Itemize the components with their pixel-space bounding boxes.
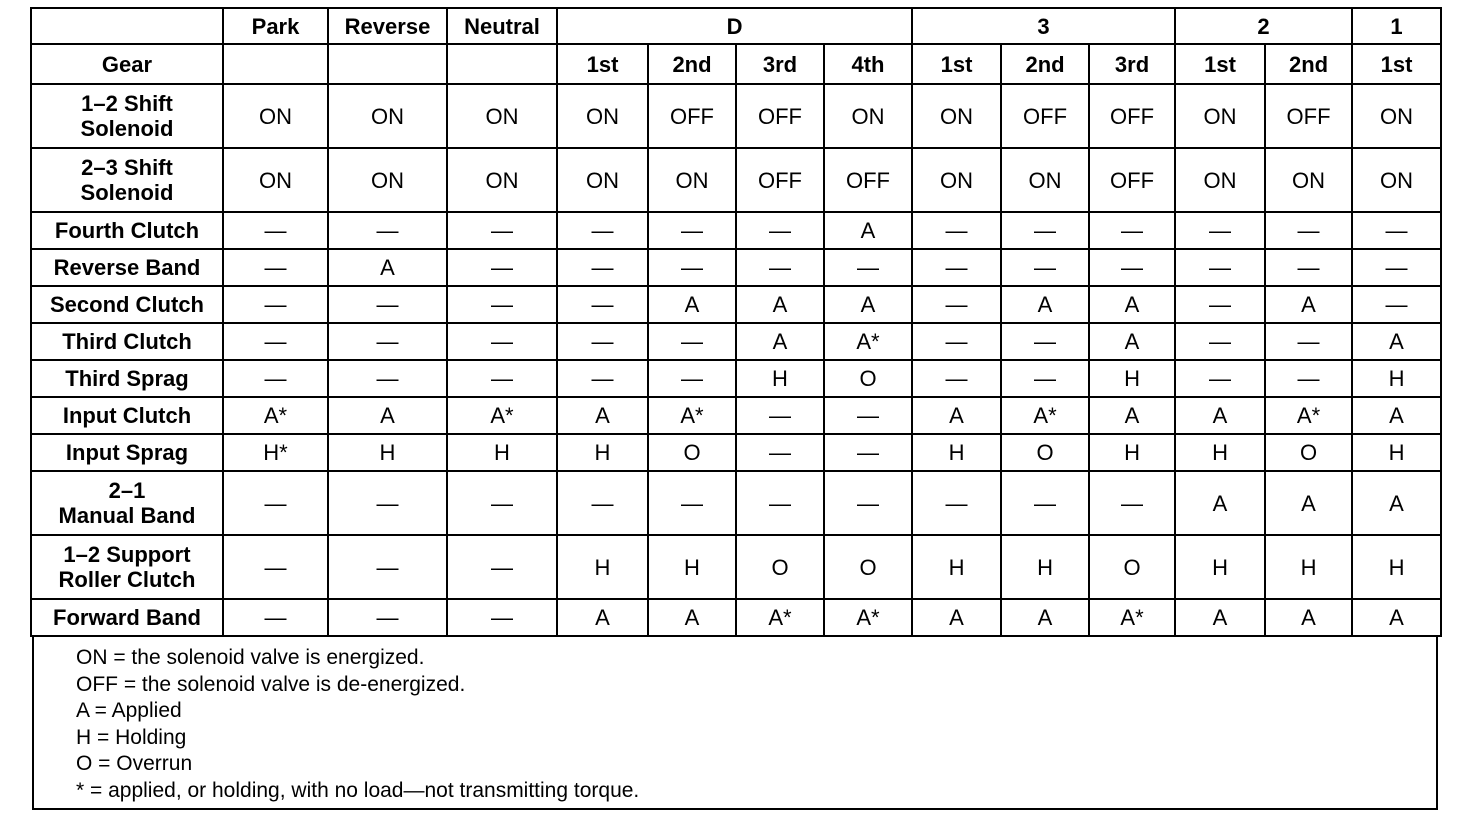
- gear-header-2nd: 2nd: [1001, 44, 1089, 84]
- table-cell: —: [912, 286, 1001, 323]
- table-cell: —: [328, 360, 447, 397]
- table-cell: —: [1175, 212, 1265, 249]
- table-cell: A: [1265, 286, 1352, 323]
- gear-header-blank: [328, 44, 447, 84]
- table-cell: A: [1089, 323, 1175, 360]
- range-header-1: 1: [1352, 8, 1441, 44]
- range-header-reverse: Reverse: [328, 8, 447, 44]
- table-cell: H: [1352, 360, 1441, 397]
- table-cell: A: [1265, 471, 1352, 535]
- table-cell: —: [912, 471, 1001, 535]
- table-row: [31, 535, 1441, 599]
- row-label-line: Input Sprag: [65, 440, 189, 465]
- row-label-line: Manual Band: [58, 503, 196, 528]
- table-cell: A: [1001, 286, 1089, 323]
- table-cell: A: [1352, 471, 1441, 535]
- table-cell: OFF: [648, 84, 736, 148]
- table-cell: H: [1089, 434, 1175, 471]
- table-cell: A*: [223, 397, 328, 434]
- legend-line: ON = the solenoid valve is energized.: [76, 646, 425, 669]
- table-cell: O: [824, 535, 912, 599]
- table-cell: H: [736, 360, 824, 397]
- table-cell: H: [1001, 535, 1089, 599]
- table-cell: A: [328, 249, 447, 286]
- table-cell: —: [557, 249, 648, 286]
- table-cell: A*: [736, 599, 824, 636]
- table-cell: —: [223, 360, 328, 397]
- table-cell: —: [1265, 212, 1352, 249]
- table-row: [31, 397, 1441, 434]
- table-row: [31, 212, 1441, 249]
- table-cell: —: [648, 212, 736, 249]
- table-cell: —: [1265, 249, 1352, 286]
- table-cell: —: [328, 286, 447, 323]
- table-cell: A: [736, 286, 824, 323]
- table-cell: A: [1352, 599, 1441, 636]
- table-cell: —: [736, 397, 824, 434]
- table-cell: A: [1089, 286, 1175, 323]
- gear-header-2nd: 2nd: [648, 44, 736, 84]
- row-label-forward-band: [31, 599, 223, 636]
- gear-header-1st: 1st: [1352, 44, 1441, 84]
- table-cell: H: [447, 434, 557, 471]
- legend-line: OFF = the solenoid valve is de-energized.: [76, 672, 466, 696]
- table-cell: ON: [1352, 148, 1441, 212]
- table-cell: ON: [328, 148, 447, 212]
- table-cell: —: [824, 397, 912, 434]
- table-cell: H: [557, 535, 648, 599]
- table-cell: —: [557, 471, 648, 535]
- table-cell: O: [1265, 434, 1352, 471]
- row-label-line: Third Clutch: [62, 329, 192, 354]
- table-cell: —: [912, 249, 1001, 286]
- table-cell: A: [736, 323, 824, 360]
- legend-line: * = applied, or holding, with no load—not transmitting torque.: [76, 778, 640, 802]
- table-cell: —: [557, 323, 648, 360]
- table-cell: —: [736, 434, 824, 471]
- table-row: [31, 323, 1441, 360]
- table-cell: —: [223, 249, 328, 286]
- table-cell: A: [1001, 599, 1089, 636]
- row-label-third-clutch: [31, 323, 223, 360]
- table-cell: A: [912, 599, 1001, 636]
- legend-notes: [32, 637, 1438, 810]
- range-header-neutral: Neutral: [447, 8, 557, 44]
- row-label-input-sprag: [31, 434, 223, 471]
- legend-line: A = Applied: [76, 699, 182, 722]
- table-cell: A: [912, 397, 1001, 434]
- table-cell: A: [1089, 397, 1175, 434]
- table-cell: —: [1175, 249, 1265, 286]
- table-cell: A: [1352, 323, 1441, 360]
- table-cell: —: [447, 212, 557, 249]
- table-cell: OFF: [1089, 84, 1175, 148]
- row-label-line: 2–3 Shift: [81, 155, 173, 180]
- table-cell: A*: [1265, 397, 1352, 434]
- table-cell: A: [824, 212, 912, 249]
- table-cell: ON: [557, 148, 648, 212]
- gear-header-1st: 1st: [1175, 44, 1265, 84]
- table-cell: O: [1001, 434, 1089, 471]
- table-cell: —: [223, 471, 328, 535]
- row-label-line: 2–1: [108, 478, 146, 503]
- table-cell: —: [648, 249, 736, 286]
- range-header-d: D: [557, 8, 912, 44]
- table-cell: —: [648, 323, 736, 360]
- table-cell: ON: [223, 148, 328, 212]
- row-label-line: Third Sprag: [65, 366, 189, 391]
- apply-chart-table: [30, 7, 1442, 637]
- table-cell: H: [912, 434, 1001, 471]
- table-row: [31, 249, 1441, 286]
- table-cell: A: [648, 599, 736, 636]
- table-cell: —: [1175, 360, 1265, 397]
- table-cell: A: [557, 599, 648, 636]
- table-cell: H: [1352, 535, 1441, 599]
- row-label-line: Fourth Clutch: [54, 218, 200, 243]
- table-cell: O: [824, 360, 912, 397]
- table-cell: —: [912, 323, 1001, 360]
- table-cell: —: [223, 599, 328, 636]
- table-cell: —: [557, 212, 648, 249]
- legend-line: O = Overrun: [76, 752, 193, 775]
- table-cell: —: [1175, 286, 1265, 323]
- row-label-line: Solenoid: [80, 116, 174, 141]
- gear-header-blank: [447, 44, 557, 84]
- table-header: [31, 8, 1441, 84]
- table-cell: —: [223, 323, 328, 360]
- table-cell: —: [648, 360, 736, 397]
- row-label-input-clutch: [31, 397, 223, 434]
- range-header-park: Park: [223, 8, 328, 44]
- table-cell: ON: [912, 148, 1001, 212]
- table-cell: O: [1089, 535, 1175, 599]
- table-cell: —: [557, 286, 648, 323]
- table-cell: —: [1001, 471, 1089, 535]
- table-cell: H: [648, 535, 736, 599]
- gear-header-3rd: 3rd: [736, 44, 824, 84]
- table-cell: —: [447, 360, 557, 397]
- table-cell: —: [824, 434, 912, 471]
- table-cell: —: [223, 212, 328, 249]
- table-cell: H: [1352, 434, 1441, 471]
- table-cell: —: [1352, 286, 1441, 323]
- table-cell: —: [447, 249, 557, 286]
- row-label-line: Reverse Band: [53, 255, 201, 280]
- legend-line: H = Holding: [76, 725, 187, 749]
- table-cell: ON: [328, 84, 447, 148]
- table-cell: —: [223, 286, 328, 323]
- table-cell: —: [447, 286, 557, 323]
- table-cell: —: [736, 471, 824, 535]
- table-cell: —: [328, 535, 447, 599]
- table-cell: —: [447, 471, 557, 535]
- table-row: [31, 360, 1441, 397]
- table-cell: A*: [447, 397, 557, 434]
- table-cell: —: [824, 249, 912, 286]
- row-label-2-3-shift-solenoid: [31, 148, 223, 212]
- table-cell: —: [1265, 360, 1352, 397]
- table-cell: ON: [447, 148, 557, 212]
- table-cell: A*: [1089, 599, 1175, 636]
- table-cell: OFF: [1001, 84, 1089, 148]
- table-cell: —: [648, 471, 736, 535]
- row-label-line: Solenoid: [80, 180, 174, 205]
- table-cell: OFF: [736, 84, 824, 148]
- table-cell: —: [1352, 249, 1441, 286]
- table-cell: —: [1001, 249, 1089, 286]
- table-cell: ON: [1175, 148, 1265, 212]
- table-cell: —: [328, 599, 447, 636]
- table-cell: OFF: [736, 148, 824, 212]
- row-label-line: 1–2 Support: [63, 542, 191, 567]
- table-cell: A: [1265, 599, 1352, 636]
- table-cell: A*: [824, 323, 912, 360]
- table-cell: —: [1001, 360, 1089, 397]
- row-label-second-clutch: [31, 286, 223, 323]
- table-row: [31, 434, 1441, 471]
- table-cell: —: [1265, 323, 1352, 360]
- table-cell: —: [1175, 323, 1265, 360]
- table-cell: H: [328, 434, 447, 471]
- table-cell: —: [824, 471, 912, 535]
- row-label-third-sprag: [31, 360, 223, 397]
- table-row: [31, 84, 1441, 148]
- table-cell: A: [1175, 397, 1265, 434]
- table-cell: —: [557, 360, 648, 397]
- table-cell: H: [1265, 535, 1352, 599]
- table-cell: ON: [223, 84, 328, 148]
- gear-header-1st: 1st: [912, 44, 1001, 84]
- table-cell: —: [912, 212, 1001, 249]
- table-cell: A*: [1001, 397, 1089, 434]
- row-label-fourth-clutch: [31, 212, 223, 249]
- table-cell: ON: [912, 84, 1001, 148]
- table-cell: OFF: [824, 148, 912, 212]
- table-row: [31, 471, 1441, 535]
- row-label-1-2-support-roller-clutch: [31, 535, 223, 599]
- table-cell: —: [328, 471, 447, 535]
- table-cell: —: [1089, 249, 1175, 286]
- table-cell: A: [557, 397, 648, 434]
- table-cell: A: [648, 286, 736, 323]
- table-cell: ON: [447, 84, 557, 148]
- table-cell: H: [1175, 535, 1265, 599]
- table-cell: —: [736, 249, 824, 286]
- table-cell: A: [328, 397, 447, 434]
- table-cell: —: [447, 599, 557, 636]
- table-cell: A: [1352, 397, 1441, 434]
- gear-header-gear: Gear: [31, 44, 223, 84]
- table-cell: H*: [223, 434, 328, 471]
- table-row: [31, 286, 1441, 323]
- table-cell: A: [1175, 471, 1265, 535]
- table-cell: —: [1089, 471, 1175, 535]
- row-label-line: Second Clutch: [49, 292, 204, 317]
- header-row-gear: [31, 44, 1441, 84]
- header-row-range: [31, 8, 1441, 44]
- table-cell: —: [447, 323, 557, 360]
- gear-header-blank: [223, 44, 328, 84]
- row-label-line: 1–2 Shift: [81, 91, 173, 116]
- table-cell: H: [1175, 434, 1265, 471]
- table-cell: A: [1175, 599, 1265, 636]
- shift-chart: [30, 7, 1440, 810]
- table-cell: ON: [1352, 84, 1441, 148]
- table-cell: H: [1089, 360, 1175, 397]
- table-cell: OFF: [1265, 84, 1352, 148]
- table-cell: —: [1352, 212, 1441, 249]
- table-cell: —: [223, 535, 328, 599]
- table-body: [31, 84, 1441, 636]
- row-label-line: Input Clutch: [62, 403, 192, 428]
- table-cell: ON: [1265, 148, 1352, 212]
- table-row: [31, 148, 1441, 212]
- table-cell: ON: [1001, 148, 1089, 212]
- table-cell: ON: [1175, 84, 1265, 148]
- range-header-2: 2: [1175, 8, 1352, 44]
- range-header-blank: [31, 8, 223, 44]
- table-cell: O: [648, 434, 736, 471]
- table-cell: ON: [824, 84, 912, 148]
- table-cell: A: [824, 286, 912, 323]
- table-cell: A*: [824, 599, 912, 636]
- table-cell: —: [447, 535, 557, 599]
- row-label-2-1-manual-band: [31, 471, 223, 535]
- table-row: [31, 599, 1441, 636]
- gear-header-1st: 1st: [557, 44, 648, 84]
- table-cell: ON: [557, 84, 648, 148]
- row-label-reverse-band: [31, 249, 223, 286]
- gear-header-4th: 4th: [824, 44, 912, 84]
- range-header-3: 3: [912, 8, 1175, 44]
- table-cell: —: [1001, 212, 1089, 249]
- table-cell: H: [557, 434, 648, 471]
- table-cell: —: [912, 360, 1001, 397]
- table-cell: —: [328, 323, 447, 360]
- table-cell: —: [1089, 212, 1175, 249]
- row-label-1-2-shift-solenoid: [31, 84, 223, 148]
- table-cell: H: [912, 535, 1001, 599]
- table-cell: A*: [648, 397, 736, 434]
- table-cell: ON: [648, 148, 736, 212]
- row-label-line: Roller Clutch: [58, 567, 196, 592]
- gear-header-2nd: 2nd: [1265, 44, 1352, 84]
- table-cell: —: [1001, 323, 1089, 360]
- table-cell: —: [328, 212, 447, 249]
- gear-header-3rd: 3rd: [1089, 44, 1175, 84]
- table-cell: —: [736, 212, 824, 249]
- table-cell: OFF: [1089, 148, 1175, 212]
- row-label-line: Forward Band: [53, 605, 201, 630]
- table-cell: O: [736, 535, 824, 599]
